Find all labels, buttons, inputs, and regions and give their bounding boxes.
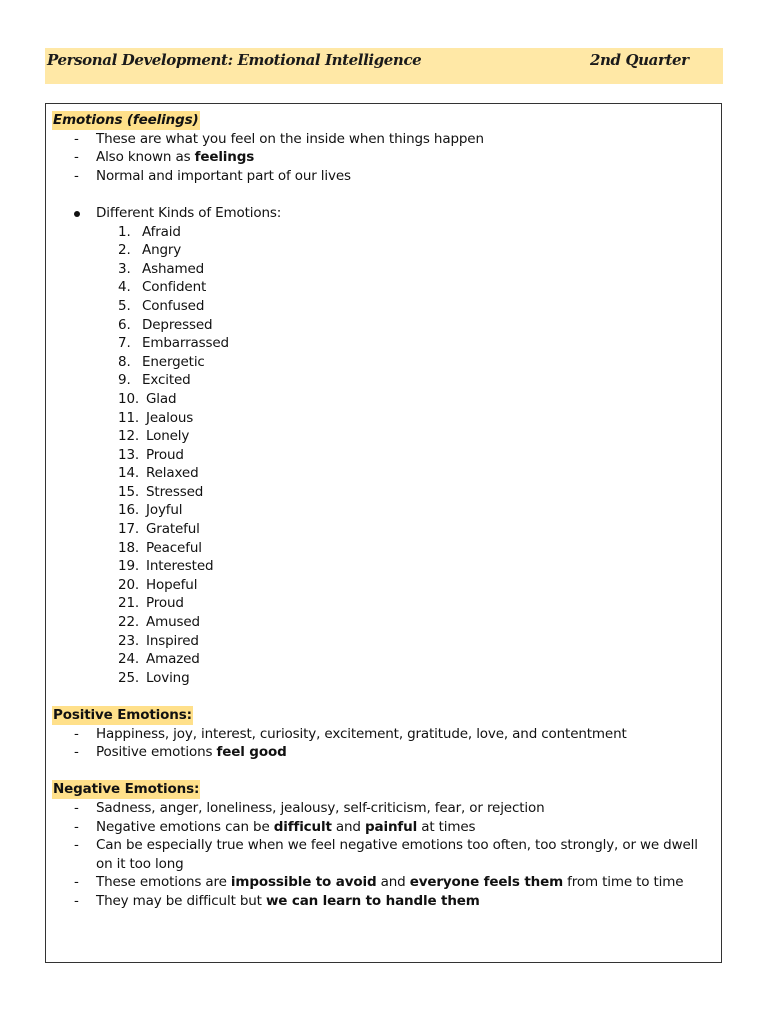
emotion-list-item xyxy=(52,278,717,297)
list-item: - Sadness, anger, loneliness, jealousy, self-criticism, fear, or rejection xyxy=(74,799,545,816)
emotion-list-item xyxy=(52,297,717,316)
list-item: - Positive emotions feel good xyxy=(74,744,287,761)
list-number: 5. xyxy=(118,297,131,314)
header-band xyxy=(45,48,723,84)
emotion-list-item xyxy=(52,464,717,483)
kinds-label: Different Kinds of Emotions: xyxy=(96,204,282,221)
content xyxy=(52,111,717,911)
emotion-name: Loving xyxy=(146,669,190,686)
emotion-name: Lonely xyxy=(146,428,190,445)
document-title: Personal Development: Emotional Intelligence xyxy=(47,51,422,69)
emotion-name: Joyful xyxy=(146,502,183,519)
list-item: - Can be especially true when we feel negative emotions too often, too strongly, or we dwell on it too long xyxy=(74,837,698,872)
list-number: 19. xyxy=(118,558,140,575)
emotion-list-item xyxy=(52,353,717,372)
emotion-name: Interested xyxy=(146,558,214,575)
emotion-name: Embarrassed xyxy=(142,335,229,352)
emotion-list-item xyxy=(52,632,717,651)
emotions-heading-line xyxy=(52,111,717,130)
list-number: 17. xyxy=(118,521,140,538)
list-number: 20. xyxy=(118,576,140,593)
emotion-name: Glad xyxy=(146,390,177,407)
emotion-name: Afraid xyxy=(142,223,181,240)
dash-marker: - xyxy=(74,744,79,761)
emotion-list-item xyxy=(52,613,717,632)
emotion-list xyxy=(52,223,717,688)
emotion-name: Proud xyxy=(146,595,184,612)
emotion-name: Energetic xyxy=(142,353,205,370)
emotion-list-item xyxy=(52,501,717,520)
list-number: 23. xyxy=(118,632,140,649)
positive-heading: Positive Emotions: xyxy=(53,707,192,723)
list-number: 24. xyxy=(118,651,140,668)
list-number: 22. xyxy=(118,614,140,631)
dash-marker: - xyxy=(74,149,79,166)
list-number: 8. xyxy=(118,353,131,370)
list-number: 25. xyxy=(118,669,140,686)
emotion-list-item xyxy=(52,223,717,242)
emotion-list-item xyxy=(52,539,717,558)
emotion-list-item xyxy=(52,427,717,446)
emotion-name: Amused xyxy=(146,614,200,631)
dash-marker: - xyxy=(74,799,79,816)
emotion-name: Jealous xyxy=(146,409,194,426)
emotion-name: Depressed xyxy=(142,316,213,333)
list-number: 21. xyxy=(118,595,140,612)
list-number: 2. xyxy=(118,242,131,259)
emotion-name: Relaxed xyxy=(146,465,199,482)
list-number: 3. xyxy=(118,260,131,277)
emotion-list-item xyxy=(52,594,717,613)
emotion-list-item xyxy=(52,241,717,260)
emotion-name: Proud xyxy=(146,446,184,463)
emotion-list-item xyxy=(52,260,717,279)
list-number: 14. xyxy=(118,465,140,482)
emotion-list-item xyxy=(52,669,717,688)
list-item: - Negative emotions can be difficult and painful at times xyxy=(74,818,476,835)
emotion-list-item xyxy=(52,446,717,465)
emotion-name: Hopeful xyxy=(146,576,198,593)
list-number: 12. xyxy=(118,428,140,445)
positive-heading-line xyxy=(52,706,717,725)
emotion-name: Stressed xyxy=(146,483,204,500)
emotion-name: Excited xyxy=(142,372,191,389)
emotion-list-item xyxy=(52,390,717,409)
emotion-list-item xyxy=(52,371,717,390)
list-number: 4. xyxy=(118,279,131,296)
dash-marker: - xyxy=(74,725,79,742)
list-number: 9. xyxy=(118,372,131,389)
dash-marker: - xyxy=(74,892,79,909)
emotion-list-item xyxy=(52,650,717,669)
dash-marker: - xyxy=(74,167,79,184)
emotion-name: Angry xyxy=(142,242,182,259)
emotion-name: Grateful xyxy=(146,521,200,538)
list-number: 13. xyxy=(118,446,140,463)
dash-marker: - xyxy=(74,837,79,854)
emotions-heading: Emotions (feelings) xyxy=(53,112,199,128)
quarter-label: 2nd Quarter xyxy=(590,51,689,69)
emotion-list-item xyxy=(52,334,717,353)
dash-marker: - xyxy=(74,874,79,891)
dash-marker: - xyxy=(74,130,79,147)
bullet-dot-icon xyxy=(74,211,80,217)
list-item: - These are what you feel on the inside when things happen xyxy=(74,130,484,147)
emotion-name: Confused xyxy=(142,297,205,314)
list-number: 11. xyxy=(118,409,140,426)
list-number: 6. xyxy=(118,316,131,333)
list-item: - Normal and important part of our lives xyxy=(74,167,351,184)
emotion-name: Amazed xyxy=(146,651,200,668)
list-number: 7. xyxy=(118,335,131,352)
list-number: 16. xyxy=(118,502,140,519)
list-number: 18. xyxy=(118,539,140,556)
emotion-list-item xyxy=(52,520,717,539)
emotion-name: Peaceful xyxy=(146,539,202,556)
list-item: - These emotions are impossible to avoid and everyone feels them from time to time xyxy=(74,874,684,891)
emotion-name: Ashamed xyxy=(142,260,205,277)
kinds-label-line xyxy=(52,204,717,223)
list-item: - They may be difficult but we can learn to handle them xyxy=(74,892,480,909)
list-number: 15. xyxy=(118,483,140,500)
list-number: 1. xyxy=(118,223,131,240)
list-number: 10. xyxy=(118,390,140,407)
emotion-list-item xyxy=(52,557,717,576)
emotion-list-item xyxy=(52,576,717,595)
negative-heading-line xyxy=(52,780,717,799)
list-item: - Happiness, joy, interest, curiosity, excitement, gratitude, love, and contentment xyxy=(74,725,627,742)
emotion-list-item xyxy=(52,316,717,335)
emotion-name: Confident xyxy=(142,279,207,296)
negative-heading: Negative Emotions: xyxy=(53,781,200,798)
emotion-list-item xyxy=(52,483,717,502)
dash-marker: - xyxy=(74,818,79,835)
emotion-name: Inspired xyxy=(146,632,199,649)
list-item: - Also known as feelings xyxy=(74,149,255,166)
emotion-list-item xyxy=(52,409,717,428)
